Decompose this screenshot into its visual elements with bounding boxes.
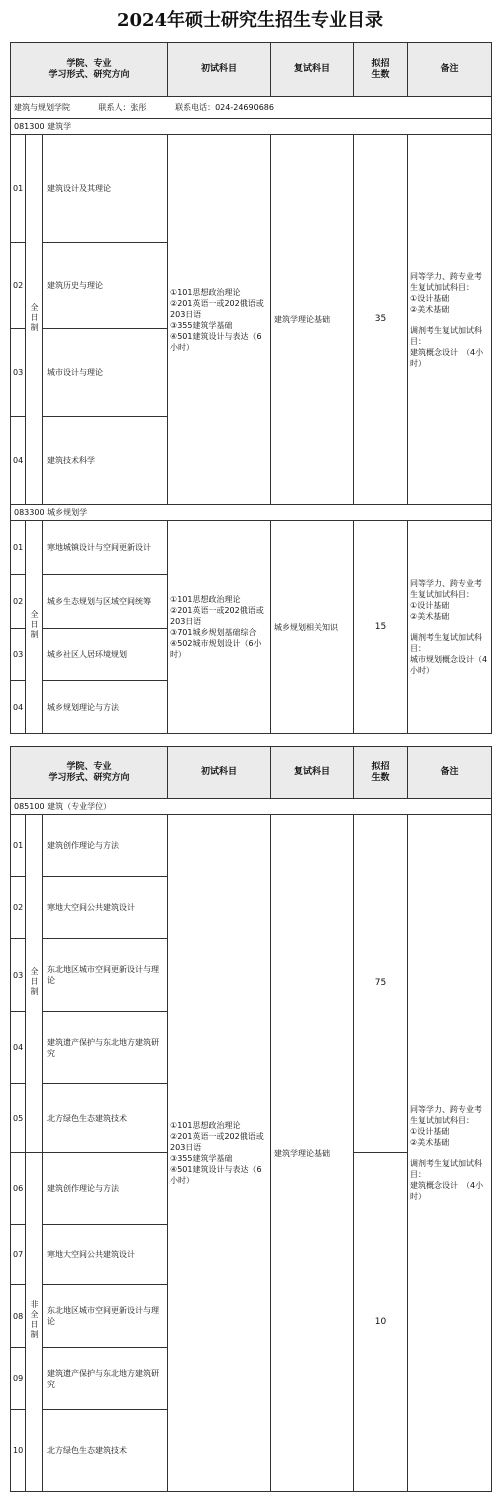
direction-number: 06 (11, 1153, 26, 1225)
retest-subject: 城乡规划相关知识 (271, 521, 354, 734)
remarks (408, 521, 492, 734)
remark-gap (410, 315, 489, 325)
header-col1-line1: 学院、专业 (66, 58, 112, 69)
major-row (11, 119, 492, 135)
remark-line: ①设计基础 (410, 601, 450, 610)
remark-line: ①设计基础 (410, 293, 450, 303)
direction-number: 04 (11, 681, 26, 734)
direction-name: 寒地大空间公共建筑设计 (43, 1225, 168, 1285)
direction-name: 城乡生态规划与区域空间统筹 (43, 575, 168, 629)
major-row (11, 505, 492, 521)
direction-name: 建筑历史与理论 (43, 243, 168, 329)
exam-line: ①101思想政治理论 (170, 287, 241, 297)
header-col5-line1: 拟招 (371, 761, 390, 772)
direction-number: 03 (11, 629, 26, 681)
study-mode (26, 521, 43, 734)
direction-name: 城乡社区人居环境规划 (43, 629, 168, 681)
exam-line: ③355建筑学基础 (170, 1154, 233, 1163)
prelim-exam-subjects (168, 521, 271, 734)
exam-line: ②201英语一或202俄语或203日语 (170, 606, 264, 626)
remarks (408, 135, 492, 505)
header-college-major (11, 43, 168, 97)
direction-name: 寒地城镇设计与空间更新设计 (43, 521, 168, 575)
page-title: 2024年硕士研究生招生专业目录 (116, 10, 384, 31)
remark-line: 同等学力、跨专业考生复试加试科目： (410, 1105, 483, 1125)
header-col1-line2: 学习形式、研究方向 (48, 772, 130, 783)
header-col1-line1: 学院、专业 (66, 761, 112, 772)
college-name: 建筑与规划学院 (14, 103, 70, 112)
remark-line: 建筑概念设计 （4小时） (410, 347, 484, 368)
direction-number: 07 (11, 1225, 26, 1285)
header-quota (354, 747, 408, 799)
remark-line: 调剂考生复试加试科目： (410, 1159, 483, 1179)
direction-name: 建筑创作理论与方法 (43, 1153, 168, 1225)
major-title: 085100 建筑（专业学位） (11, 799, 492, 815)
exam-line: ④501建筑设计与表达（6小时） (170, 1165, 262, 1185)
remark-line: 建筑概念设计 （4小时） (410, 1181, 484, 1201)
header-row (11, 747, 492, 799)
remark-line: 城市规划概念设计（4小时） (410, 655, 488, 675)
direction-number: 10 (11, 1410, 26, 1492)
header-prelim-exam: 初试科目 (168, 43, 271, 97)
exam-line: ②201英语一或202俄语或203日语 (170, 298, 264, 319)
remark-line: 同等学力、跨专业考生复试加试科目： (410, 271, 483, 292)
direction-number: 01 (11, 521, 26, 575)
direction-name: 建筑遗产保护与东北地方建筑研究 (43, 1348, 168, 1410)
direction-name: 北方绿色生态建筑技术 (43, 1410, 168, 1492)
remark-line: 调剂考生复试加试科目： (410, 325, 483, 346)
direction-number: 02 (11, 877, 26, 939)
remark-gap (410, 622, 489, 632)
header-col1-line2: 学习形式、研究方向 (48, 69, 130, 80)
exam-line: ①101思想政治理论 (170, 1121, 241, 1130)
exam-line: ③355建筑学基础 (170, 320, 233, 330)
remark-line: ②美术基础 (410, 612, 450, 621)
college-phone: 联系电话：024-24690686 (175, 103, 274, 112)
direction-number: 01 (11, 815, 26, 877)
header-college-major (11, 747, 168, 799)
direction-name: 建筑创作理论与方法 (43, 815, 168, 877)
header-col5-line1: 拟招 (371, 58, 390, 69)
direction-number: 04 (11, 417, 26, 505)
header-retest: 复试科目 (271, 43, 354, 97)
study-mode-text: 非全日制 (30, 1300, 39, 1340)
direction-name: 建筑设计及其理论 (43, 135, 168, 243)
remarks (408, 815, 492, 1492)
study-mode-text: 全日制 (30, 610, 39, 640)
study-mode (26, 135, 43, 505)
study-mode (26, 815, 43, 1153)
header-retest: 复试科目 (271, 747, 354, 799)
exam-line: ①101思想政治理论 (170, 595, 241, 604)
quota: 35 (354, 135, 408, 505)
retest-subject: 建筑学理论基础 (271, 135, 354, 505)
retest-subject: 建筑学理论基础 (271, 815, 354, 1492)
header-remarks: 备注 (408, 747, 492, 799)
exam-line: ④501建筑设计与表达（6小时） (170, 331, 262, 352)
quota-part-time: 10 (354, 1153, 408, 1492)
prelim-exam-subjects (168, 135, 271, 505)
exam-line: ④502城市规划设计（6小时） (170, 639, 262, 659)
direction-number: 04 (11, 1012, 26, 1084)
catalog-table-1 (10, 42, 492, 734)
quota-full-time: 75 (354, 815, 408, 1153)
direction-name: 城市设计与理论 (43, 329, 168, 417)
remark-line: ①设计基础 (410, 1127, 450, 1136)
major-title: 081300 建筑学 (11, 119, 492, 135)
exam-line: ②201英语一或202俄语或203日语 (170, 1132, 264, 1152)
study-mode-text: 全日制 (30, 966, 39, 997)
direction-number: 03 (11, 939, 26, 1012)
header-quota (354, 43, 408, 97)
direction-name: 建筑技术科学 (43, 417, 168, 505)
direction-row (11, 815, 492, 877)
header-remarks: 备注 (408, 43, 492, 97)
header-col5-line2: 生数 (371, 772, 390, 783)
quota: 15 (354, 521, 408, 734)
catalog-table-2 (10, 746, 492, 1492)
direction-number: 01 (11, 135, 26, 243)
major-row (11, 799, 492, 815)
header-col5-line2: 生数 (371, 69, 390, 80)
header-row (11, 43, 492, 97)
header-prelim-exam: 初试科目 (168, 747, 271, 799)
direction-number: 03 (11, 329, 26, 417)
college-info (11, 97, 492, 119)
study-mode-text: 全日制 (30, 302, 39, 333)
remark-line: 同等学力、跨专业考生复试加试科目： (410, 579, 483, 599)
direction-number: 02 (11, 243, 26, 329)
remark-line: ②美术基础 (410, 1138, 450, 1147)
direction-number: 05 (11, 1084, 26, 1153)
direction-name: 北方绿色生态建筑技术 (43, 1084, 168, 1153)
direction-name: 建筑遗产保护与东北地方建筑研究 (43, 1012, 168, 1084)
study-mode (26, 1153, 43, 1492)
direction-name: 东北地区城市空间更新设计与理论 (43, 939, 168, 1012)
major-title: 083300 城乡规划学 (11, 505, 492, 521)
direction-number: 02 (11, 575, 26, 629)
remark-line: 调剂考生复试加试科目： (410, 633, 483, 653)
college-contact: 联系人：张彤 (98, 103, 147, 112)
remark-line: ②美术基础 (410, 304, 450, 314)
direction-number: 08 (11, 1285, 26, 1348)
direction-number: 09 (11, 1348, 26, 1410)
prelim-exam-subjects (168, 815, 271, 1492)
direction-name: 寒地大空间公共建筑设计 (43, 877, 168, 939)
direction-row (11, 521, 492, 575)
exam-line: ③701城乡规划基础综合 (170, 628, 257, 637)
direction-row (11, 135, 492, 243)
direction-name: 东北地区城市空间更新设计与理论 (43, 1285, 168, 1348)
direction-name: 城乡规划理论与方法 (43, 681, 168, 734)
remark-gap (410, 1148, 489, 1158)
college-row (11, 97, 492, 119)
